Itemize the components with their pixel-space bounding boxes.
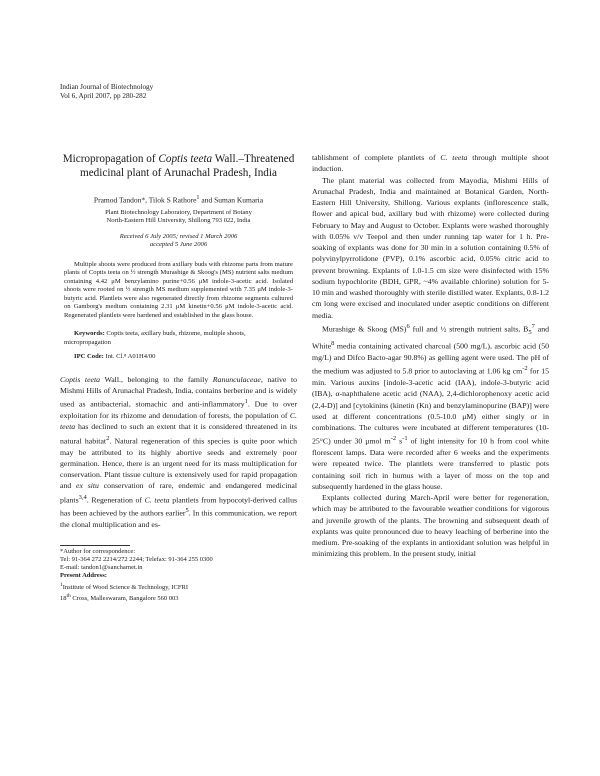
journal-name: Indian Journal of Biotechnology (60, 83, 154, 91)
received-dates: Received 6 July 2005; revised 1 March 2006 accepted 5 June 2006 (119, 232, 238, 249)
body-paragraph-continued: tablishment of complete plantlets of C. teeta through multiple shoot induction. (312, 153, 549, 174)
journal-issue: Vol 6, April 2007, pp 280-282 (60, 92, 147, 100)
right-column (312, 152, 549, 560)
footnote-divider (60, 545, 130, 546)
left-column (60, 152, 297, 604)
authors: Pramod Tandon*, Tilok S Rathore$^1$ and Suman Kumaria (93, 194, 264, 205)
abstract: Multiple shoots were produced from axillary buds with rhizome parts from mature plants of Coptis teeta on ½ strength Murashige & Skoog's (MS) nutrient salts medium containing 4.42 μM benzylamino purine+0.56 μM indole-3-acetic acid. Isolated shoots were rooted on ½ strength MS medium supplemented with 7.35 μM indole-3-butyric acid. Plantlets were also regenerated directly from rhizome segments cultured on Gamborg's medium containing 2.31 μM kinetin+0.56 μM indole-3-acetic acid. Regenerated plantlets were hardened and established in the glass house. (64, 260, 293, 319)
body-paragraph-media: Murashige & Skoog (MS)$^6$ full and ½ strength nutrient salts, $B_5^7$ and White$^8$ media containing activated charcoal (500 mg/L), ascorbic acid (50 mg/L) and Difco Bacto-agar 90.8%) as gelling agent were used. The pH of the medium was adjusted to 5.8 prior to autoclaving at 1.06 kg $cm^{-2}$ for 15 min. Various auxins [indole-3-acetic acid (IAA), indole-3-butyric acid (IBA), α-naphthalene acetic acid (NAA), 2,4-dichlorophenoxy acetic acid (2,4-D)] and [cytokinins (kinetin (Kn) and benzylaminopurine (BAP)] were used at different concentrations (0.5-10.0 μM) either singly or in combinations. The cultures were incubated at different temperatures (10-25°C) under 30 μmol $m^{-2}$ $s^{-1}$ of light intensity for 10 h from cool white florescent lamps. Data were recorded after 6 weeks and the experiments were repeated twice. The plantlets were transferred to plastic pots containing soil rich in humus with a layer of moss on the top and subsequently hardened in the glass house. (312, 322, 549, 491)
footnotes: *Author for correspondence: Tel: 91-364 272 2214/272 2244; Telefax: 91-364 255 0300 E-mail: tandon1@sancharnet.in Present Address: $^1$Institute of Wood Science & Technology, ICFRI 18th Cross, Malleswaram, Bangalore 560 003 (60, 547, 213, 603)
introduction-paragraph: Coptis teeta Wall., belonging to the family Ranunculaceae, native to Mishmi Hills of Arunachal Pradesh, India, contains berberine and is widely used as antibacterial, stomachic and anti-inflammatory$^1$. Due to over exploitation for its rhizome and denudation of forests, the population of C. teeta has declined to such an extent that it is considered threatened in its natural habitat$^2$. Natural regeneration of this species is quite poor which may be attributed to its highly abortive seeds and extremely poor germination. Hence, there is an urgent need for its mass multiplication for conservation. Plant tissue culture is extensively used for rapid propagation and ex situ conservation of rare, endemic and endangered medicinal plants$^{3,4}$. Regeneration of C. teeta plantlets from hypocotyl-derived callus has been achieved by the authors earlier$^5$. In this communication, we report the clonal multiplication and es- (60, 374, 298, 530)
affiliation: Plant Biotechnology Laboratory, Department of Botany North-Eastern Hill University, Shillong 793 022, India (105, 208, 252, 225)
keywords: Keywords: Coptis teeta, axillary buds, rhizome, multiple shoots, micropropagation (64, 330, 246, 346)
body-paragraph-materials: The plant material was collected from Mayodia, Mishmi Hills of Arunachal Pradesh, India and maintained at Botanical Garden, North-Eastern Hill University, Shillong. Various explants (inflorescence stalk, flower and apical bud, axillary bud with rhizome) were collected during February to May and August to October. Explants were washed thoroughly with 0.05% v/v Teepol and then under running tap water for 1 h. Pre-soaking of explants was done for 30 min in a solution containing 0.5% of polyvinylpyrrolidone (PVP), 0.1% ascorbic acid, 0.05% citric acid to prevent browning. Explants of 1.0-1.5 cm size were disinfected with 15% sodium hypochlorite (BDH, GPR, ~4% available chlorine) solution for 5-10 min and washed thoroughly with sterile distilled water. Explants, 0.8-1.2 cm long were excised and inoculated under aseptic conditions on different media. (312, 175, 549, 320)
body-paragraph-results: Explants collected during March-April were better for regeneration, which may be attributed to the favourable weather conditions for vigorous and juvenile growth of the plants. The browning and subsequent death of explants was quite pronounced due to heavy leaching of berberine into the medium. Pre-soaking of the explants in antioxidant solution was helpful in minimizing this problem. In the present study, initial (312, 493, 549, 559)
ipc-code: IPC Code: Int. Cl.⁸ A01H4/00 (74, 353, 156, 361)
article-title: Micropropagation of Coptis teeta Wall.–Threatened medicinal plant of Arunachal Pradesh, India (62, 153, 295, 179)
journal-header (60, 83, 153, 101)
